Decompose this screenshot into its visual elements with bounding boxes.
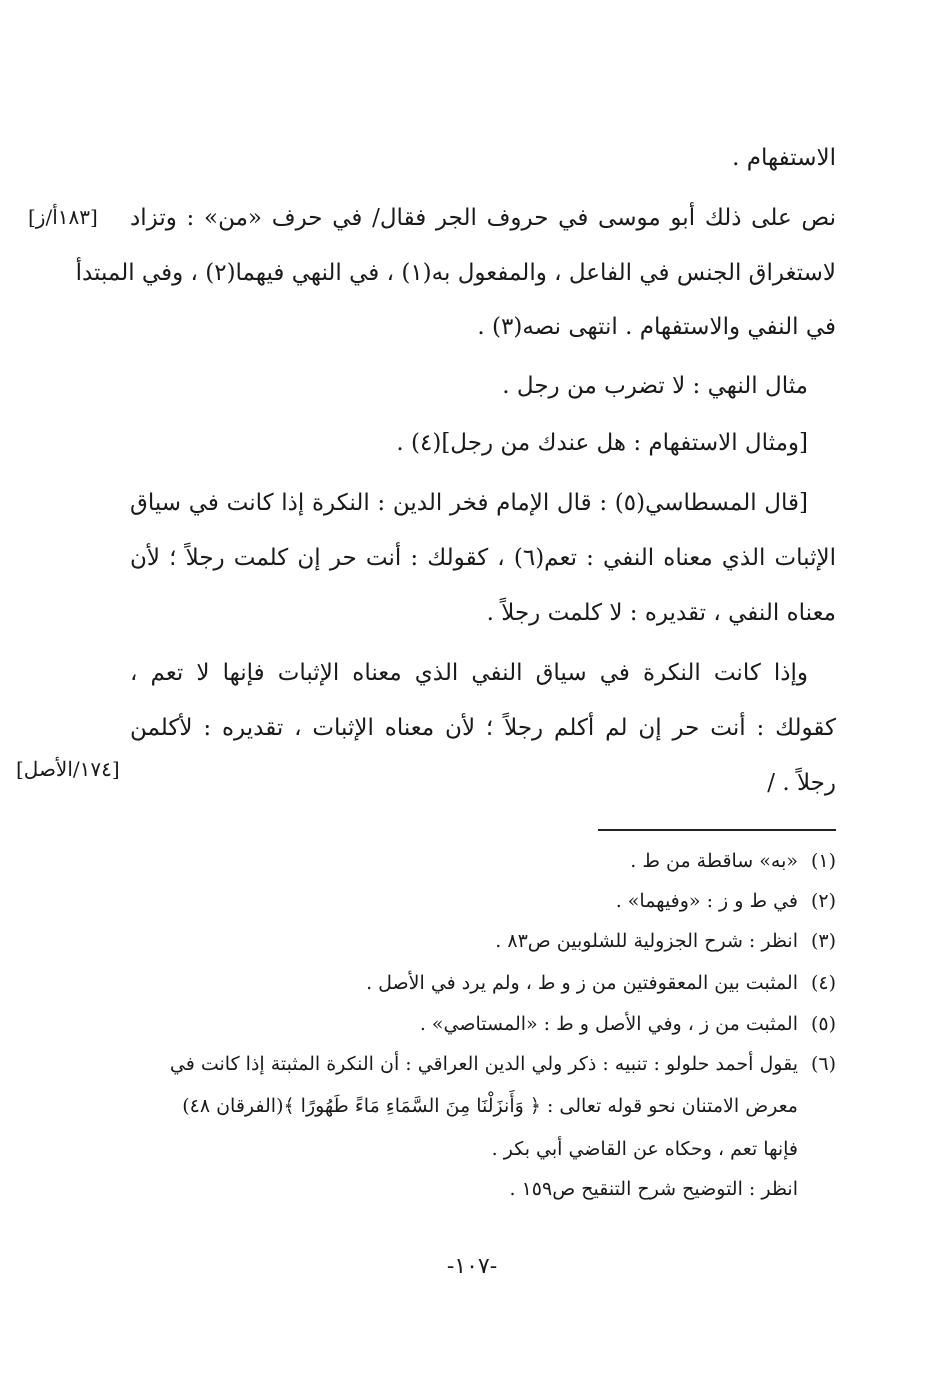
body-line-2: نص على ذلك أبو موسى في حروف الجر فقال/ في حرف «من» : وتزاد <box>130 205 836 231</box>
body-line-3: لاستغراق الجنس في الفاعل ، والمفعول به(١) ، في النهي فيهما(٢) ، وفي المبتدأ <box>75 260 836 286</box>
body-line-11: كقولك : أنت حر إن لم أكلم رجلاً ؛ لأن معناه الإثبات ، تقديره : لأكلمن <box>130 715 836 741</box>
footnote-text: يقول أحمد حلولو : تنبيه : ذكر ولي الدين العراقي : أن النكرة المثبتة إذا كانت في <box>169 1053 798 1075</box>
footnote-number: (٥) <box>810 1013 836 1035</box>
margin-note-original: [١٧٤/الأصل] <box>16 757 120 781</box>
footnote-number: (٦) <box>810 1053 836 1075</box>
body-line-12: رجلاً . / <box>767 770 836 796</box>
footnote-text: «به» ساقطة من ط . <box>630 850 798 872</box>
margin-note-folio: [١٨٣أ/ز] <box>28 205 98 229</box>
body-line-1: الاستفهام . <box>732 145 836 171</box>
footnote-1 <box>630 850 836 872</box>
footnote-3 <box>495 930 836 952</box>
footnote-number: (٤) <box>810 972 836 994</box>
footnote-number: (١) <box>810 850 836 872</box>
body-line-10: وإذا كانت النكرة في سياق النفي الذي معناه الإثبات فإنها لا تعم ، <box>130 660 808 686</box>
footnote-text: في ط و ز : «وفيهما» . <box>615 890 798 912</box>
footnote-separator <box>598 829 836 831</box>
body-line-9: معناه النفي ، تقديره : لا كلمت رجلاً . <box>486 600 836 626</box>
body-line-8: الإثبات الذي معناه النفي : تعم(٦) ، كقولك : أنت حر إن كلمت رجلاً ؛ لأن <box>130 545 836 571</box>
footnote-6-line-2: معرض الامتنان نحو قوله تعالى : ﴿ وَأَنزَلْنَا مِنَ السَّمَاءِ مَاءً طَهُورًا ﴾(الفرقان ٤٨) <box>182 1095 798 1117</box>
footnote-number: (٢) <box>810 890 836 912</box>
footnote-6-line-3: فإنها تعم ، وحكاه عن القاضي أبي بكر . <box>491 1138 798 1160</box>
footnote-number: (٣) <box>810 930 836 952</box>
body-line-6: [ومثال الاستفهام : هل عندك من رجل](٤) . <box>396 430 808 456</box>
footnote-2 <box>616 890 836 912</box>
footnote-6-line-4: انظر : التوضيح شرح التنقيح ص١٥٩ . <box>509 1178 798 1200</box>
footnote-text: انظر : شرح الجزولية للشلوبين ص٨٣ . <box>495 930 798 952</box>
footnote-text: المثبت من ز ، وفي الأصل و ط : «المستاصي» . <box>419 1013 798 1035</box>
footnote-4 <box>366 972 836 994</box>
footnote-5 <box>420 1013 836 1035</box>
footnote-text: المثبت بين المعقوفتين من ز و ط ، ولم يرد في الأصل . <box>366 972 798 994</box>
body-line-5: مثال النهي : لا تضرب من رجل . <box>502 373 808 399</box>
body-line-4: في النفي والاستفهام . انتهى نصه(٣) . <box>477 314 836 340</box>
body-line-7: [قال المسطاسي(٥) : قال الإمام فخر الدين : النكرة إذا كانت في سياق <box>130 490 808 516</box>
page-number: -١٠٧- <box>446 1254 498 1279</box>
footnote-6 <box>170 1053 836 1075</box>
